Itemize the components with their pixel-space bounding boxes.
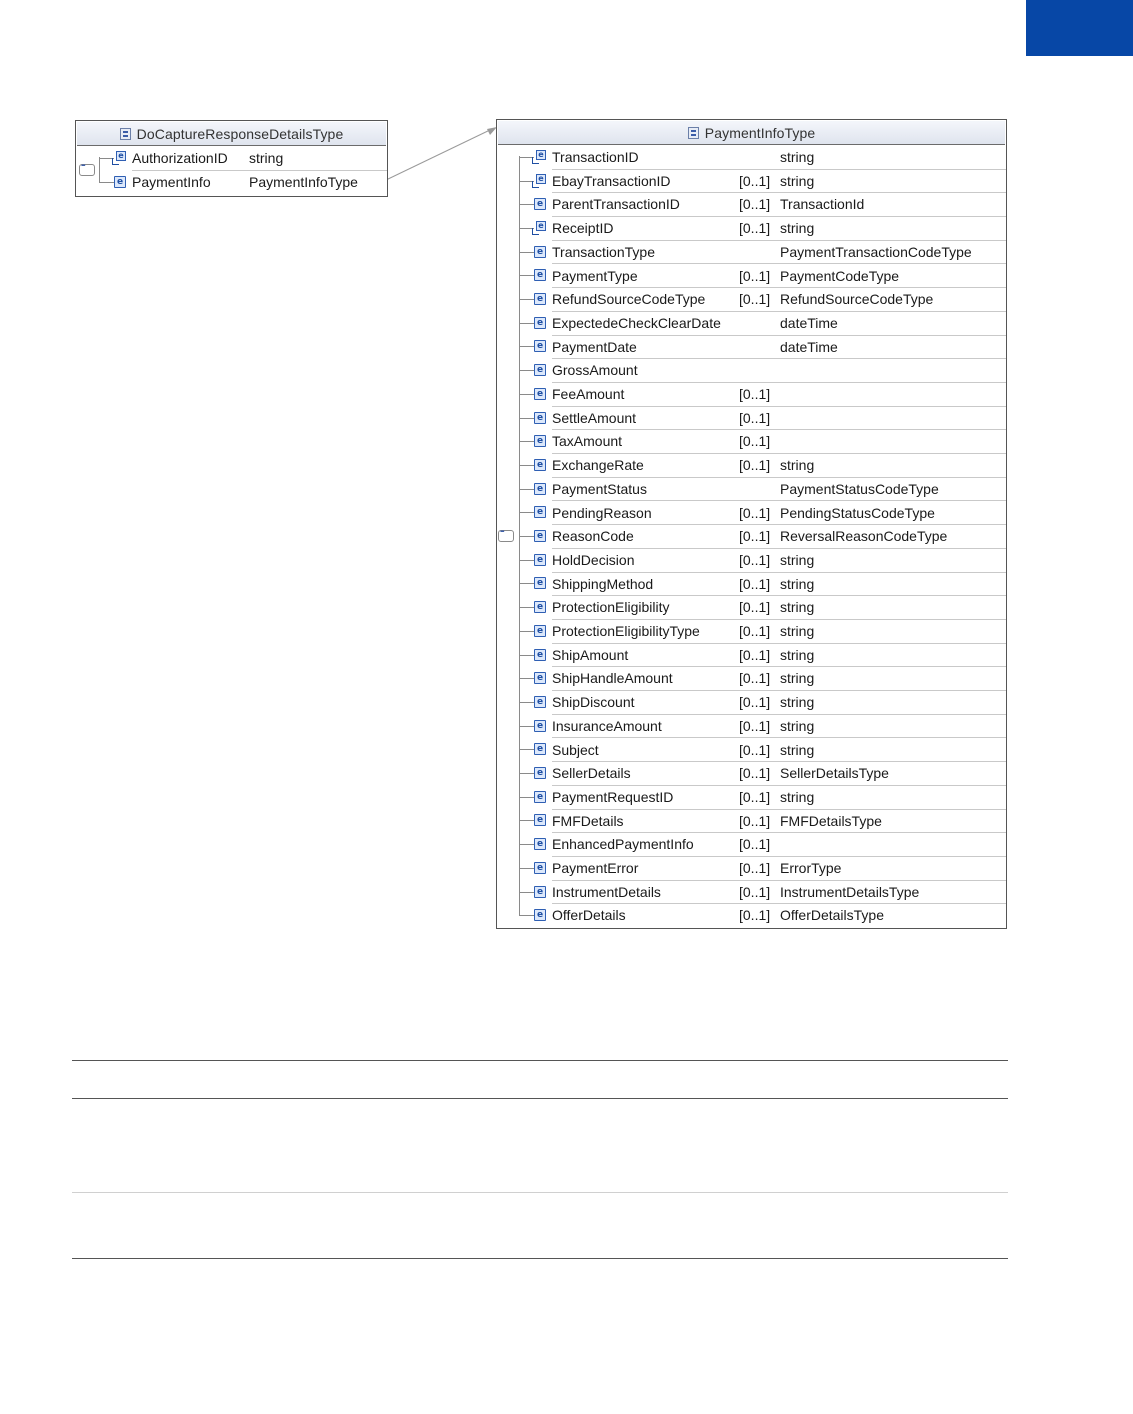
field-occurrence: [0..1] [739, 623, 771, 639]
schema-row [497, 502, 1006, 526]
field-occurrence: [0..1] [739, 670, 771, 687]
field-name: SettleAmount [552, 409, 637, 426]
attribute-icon: e [532, 150, 546, 164]
element-icon: e [534, 720, 546, 732]
sequence-icon [498, 530, 514, 542]
element-icon: e [114, 176, 126, 188]
field-type: ReversalReasonCodeType [780, 528, 948, 545]
schema-row [497, 739, 1006, 763]
schema-row [497, 881, 1006, 905]
field-occurrence: [0..1] [739, 551, 771, 568]
schema-row [497, 596, 1006, 620]
tree-branch-line [519, 394, 534, 395]
table-top-rule [72, 1060, 1008, 1061]
field-name: ParentTransactionID [552, 196, 680, 213]
field-type: string [780, 646, 815, 663]
table-header-rule [72, 1098, 1008, 1099]
schema-row [497, 454, 1006, 478]
schema-row [497, 217, 1006, 241]
tree-branch-line [519, 489, 534, 490]
element-icon: e [534, 412, 546, 424]
field-occurrence: [0..1] [739, 528, 771, 545]
field-name: InsuranceAmount [552, 717, 662, 734]
element-icon: e [534, 530, 546, 542]
field-type: InstrumentDetailsType [780, 883, 920, 900]
schema-row [497, 383, 1006, 407]
field-type: string [780, 670, 815, 687]
field-type: PaymentInfoType [249, 174, 358, 190]
field-occurrence: [0..1] [739, 765, 771, 782]
tree-branch-line [519, 678, 534, 679]
field-type: string [780, 694, 815, 711]
field-name: ReceiptID [552, 220, 614, 237]
schema-row [497, 573, 1006, 597]
attribute-icon: e [532, 221, 546, 235]
field-type: string [780, 149, 815, 165]
element-icon: e [534, 886, 546, 898]
schema-row [497, 549, 1006, 573]
tree-branch-line [519, 299, 534, 300]
field-type: string [780, 788, 815, 805]
table-bottom-rule [72, 1258, 1008, 1259]
box-title: DoCaptureResponseDetailsType [136, 125, 344, 142]
tree-branch-line [519, 820, 534, 821]
element-icon: e [534, 696, 546, 708]
field-occurrence: [0..1] [739, 267, 771, 284]
field-name: ShippingMethod [552, 575, 654, 592]
field-occurrence: [0..1] [739, 172, 771, 189]
field-type: ErrorType [780, 860, 842, 876]
field-type: RefundSourceCodeType [780, 291, 934, 308]
tree-branch-line [519, 797, 534, 798]
field-occurrence: [0..1] [739, 860, 771, 876]
field-name: PendingReason [552, 504, 652, 521]
tree-branch-line [519, 204, 534, 205]
schema-row [497, 667, 1006, 691]
element-icon: e [534, 625, 546, 637]
schema-row [497, 762, 1006, 786]
element-icon: e [534, 838, 546, 850]
schema-row [497, 857, 1006, 881]
schema-row [497, 644, 1006, 668]
element-icon: e [534, 649, 546, 661]
box-header [77, 122, 386, 146]
element-icon: e [534, 506, 546, 518]
element-icon: e [534, 672, 546, 684]
payment-info-type-box [496, 119, 1007, 929]
field-type: FMFDetailsType [780, 812, 882, 829]
schema-row [497, 193, 1006, 217]
tree-branch-line [519, 275, 534, 276]
field-name: PaymentDate [552, 338, 637, 355]
field-name: EnhancedPaymentInfo [552, 836, 694, 853]
field-name: ProtectionEligibilityType [552, 623, 700, 639]
field-occurrence: [0..1] [739, 788, 771, 805]
tree-branch-line [519, 726, 534, 727]
schema-row [497, 407, 1006, 431]
field-name: InstrumentDetails [552, 883, 661, 900]
field-name: ShipHandleAmount [552, 670, 673, 687]
field-type: string [780, 551, 815, 568]
element-icon: e [534, 814, 546, 826]
field-name: ReasonCode [552, 528, 634, 545]
field-occurrence: [0..1] [739, 694, 771, 711]
schema-row [76, 171, 387, 195]
field-occurrence: [0..1] [739, 575, 771, 592]
field-occurrence: [0..1] [739, 717, 771, 734]
field-type: dateTime [780, 314, 838, 331]
tree-branch-line [519, 252, 534, 253]
schema-row [497, 715, 1006, 739]
schema-row [497, 336, 1006, 360]
field-name: PaymentInfo [132, 174, 211, 190]
element-icon: e [534, 554, 546, 566]
schema-row [497, 241, 1006, 265]
tree-branch-line [519, 844, 534, 845]
field-type: string [780, 172, 815, 189]
schema-row [497, 691, 1006, 715]
element-icon: e [534, 459, 546, 471]
field-occurrence: [0..1] [739, 433, 771, 450]
schema-row [497, 359, 1006, 383]
field-occurrence: [0..1] [739, 812, 771, 829]
field-name: ExpectedeCheckClearDate [552, 314, 721, 331]
field-occurrence: [0..1] [739, 220, 771, 237]
field-name: RefundSourceCodeType [552, 291, 706, 308]
element-icon: e [534, 198, 546, 210]
attribute-icon: e [112, 151, 126, 165]
field-type: dateTime [780, 338, 838, 355]
field-type: string [249, 150, 284, 166]
field-type: PaymentTransactionCodeType [780, 243, 972, 260]
schema-row [497, 525, 1006, 549]
field-type: PendingStatusCodeType [780, 504, 935, 521]
tree-branch-line [519, 418, 534, 419]
field-occurrence: [0..1] [739, 646, 771, 663]
field-occurrence: [0..1] [739, 599, 771, 616]
schema-row [497, 810, 1006, 834]
field-name: AuthorizationID [132, 150, 228, 166]
field-type: OfferDetailsType [780, 907, 885, 924]
element-icon: e [534, 743, 546, 755]
schema-row [497, 288, 1006, 312]
field-name: FeeAmount [552, 386, 625, 402]
element-icon: e [534, 601, 546, 613]
field-occurrence: [0..1] [739, 409, 771, 426]
field-name: PaymentError [552, 860, 639, 876]
tree-branch-line [519, 346, 534, 347]
schema-row [497, 265, 1006, 289]
element-icon: e [534, 317, 546, 329]
tree-branch-line [519, 702, 534, 703]
schema-row [497, 146, 1006, 170]
element-icon: e [534, 791, 546, 803]
schema-row [76, 147, 387, 171]
field-type: PaymentStatusCodeType [780, 480, 939, 497]
field-occurrence: [0..1] [739, 291, 771, 308]
tree-branch-line [99, 182, 114, 183]
field-occurrence: [0..1] [739, 836, 771, 853]
element-icon: e [534, 577, 546, 589]
schema-row [497, 904, 1006, 928]
element-icon: e [534, 483, 546, 495]
field-name: ShipAmount [552, 646, 629, 663]
field-type: string [780, 457, 815, 474]
tree-branch-line [519, 655, 534, 656]
field-occurrence: [0..1] [739, 504, 771, 521]
schema-row [497, 786, 1006, 810]
field-name: ExchangeRate [552, 457, 644, 474]
element-icon: e [534, 435, 546, 447]
complex-type-icon [120, 128, 131, 140]
field-occurrence: [0..1] [739, 883, 771, 900]
schema-row [497, 430, 1006, 454]
field-name: ShipDiscount [552, 694, 635, 711]
field-name: SellerDetails [552, 765, 631, 782]
field-type: string [780, 575, 815, 592]
tree-branch-line [519, 749, 534, 750]
table-row-divider [72, 1192, 1008, 1193]
field-name: PaymentStatus [552, 480, 647, 497]
element-icon: e [534, 862, 546, 874]
tree-branch-line [519, 536, 534, 537]
field-name: FMFDetails [552, 812, 624, 829]
tree-branch-line [519, 323, 534, 324]
tree-branch-line [519, 560, 534, 561]
element-icon: e [534, 269, 546, 281]
element-icon: e [534, 388, 546, 400]
tree-branch-line [519, 465, 534, 466]
tree-branch-line [519, 607, 534, 608]
field-name: PaymentRequestID [552, 788, 674, 805]
schema-row [497, 833, 1006, 857]
sequence-icon [79, 164, 95, 176]
field-name: TransactionID [552, 149, 639, 165]
field-name: ProtectionEligibility [552, 599, 670, 616]
tree-branch-line [519, 915, 534, 916]
field-occurrence: [0..1] [739, 907, 771, 924]
field-type: string [780, 599, 815, 616]
tree-branch-line [519, 441, 534, 442]
field-name: EbayTransactionID [552, 172, 671, 189]
element-icon: e [534, 246, 546, 258]
field-type: string [780, 220, 815, 237]
tree-branch-line [519, 370, 534, 371]
element-icon: e [534, 293, 546, 305]
field-type: string [780, 741, 815, 758]
tree-branch-line [519, 583, 534, 584]
field-name: HoldDecision [552, 551, 635, 568]
box-header [498, 121, 1005, 145]
field-name: TransactionType [552, 243, 655, 260]
element-icon: e [534, 767, 546, 779]
attribute-icon: e [532, 174, 546, 188]
field-name: GrossAmount [552, 362, 638, 379]
tree-branch-line [519, 512, 534, 513]
field-occurrence: [0..1] [739, 741, 771, 758]
tree-branch-line [519, 631, 534, 632]
field-type: SellerDetailsType [780, 765, 889, 782]
tree-branch-line [519, 773, 534, 774]
field-type: TransactionId [780, 196, 865, 213]
field-occurrence: [0..1] [739, 386, 771, 402]
element-icon: e [534, 364, 546, 376]
field-name: TaxAmount [552, 433, 623, 450]
complex-type-icon [688, 127, 699, 139]
schema-row [497, 170, 1006, 194]
field-name: PaymentType [552, 267, 638, 284]
schema-row [497, 620, 1006, 644]
box-title: PaymentInfoType [704, 124, 816, 141]
field-occurrence: [0..1] [739, 457, 771, 474]
element-icon: e [534, 340, 546, 352]
field-type: string [780, 717, 815, 734]
field-occurrence: [0..1] [739, 196, 771, 213]
element-icon: e [534, 909, 546, 921]
do-capture-response-details-box [75, 120, 388, 197]
schema-row [497, 312, 1006, 336]
field-type: PaymentCodeType [780, 267, 900, 284]
tree-branch-line [519, 892, 534, 893]
tree-branch-line [519, 868, 534, 869]
field-name: Subject [552, 741, 599, 758]
field-name: OfferDetails [552, 907, 626, 924]
schema-row [497, 478, 1006, 502]
field-type: string [780, 623, 815, 639]
